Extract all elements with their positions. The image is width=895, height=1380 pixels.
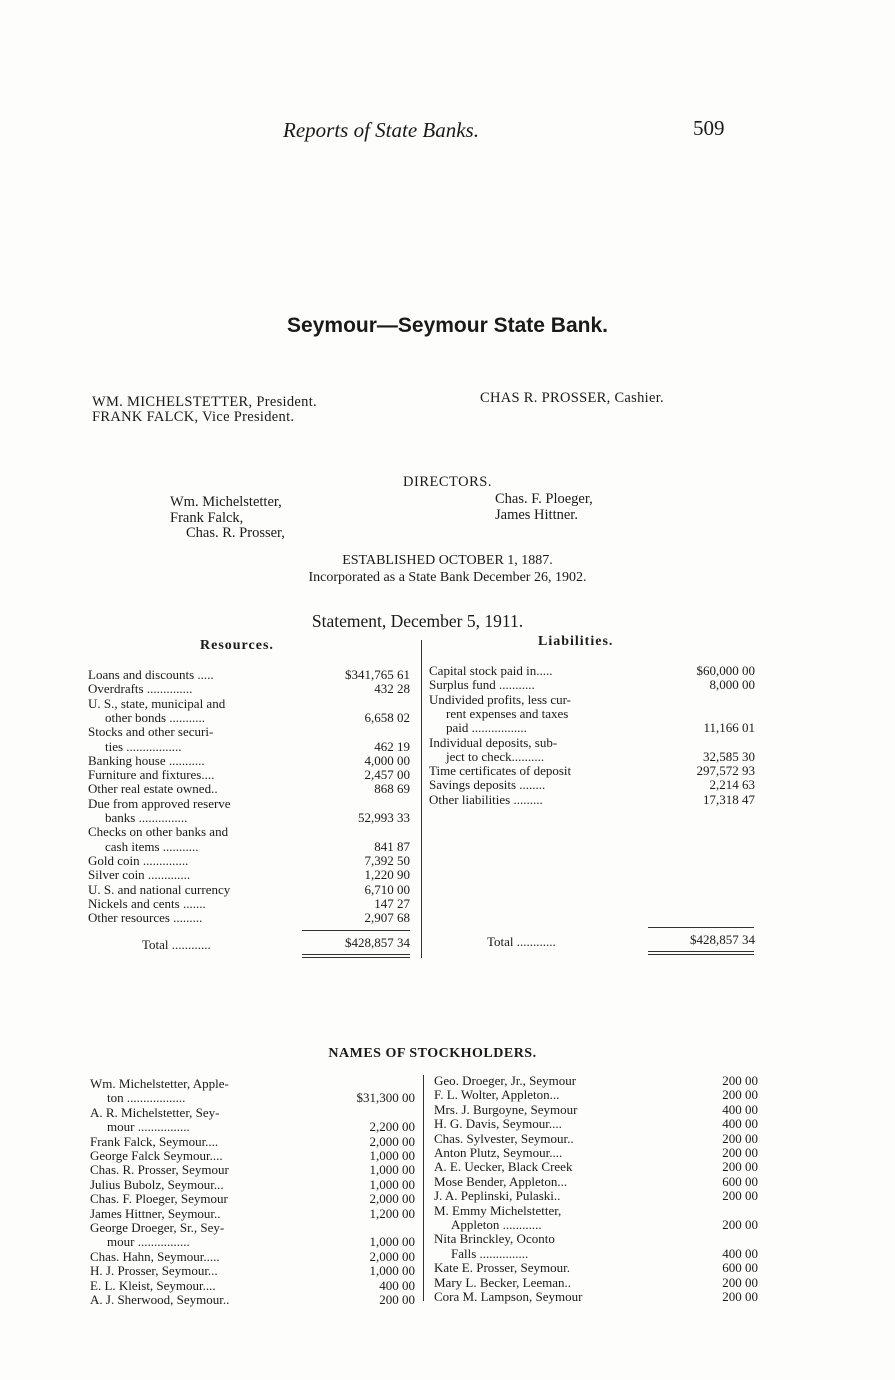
liabilities-total-label: Total ............ xyxy=(487,934,556,949)
resource-row-amount: 868 69 xyxy=(374,781,410,797)
resource-row-amount: 2,907 68 xyxy=(364,910,410,926)
resource-row-amount: $341,765 61 xyxy=(345,667,410,682)
stockholder-row-amount: 200 00 xyxy=(722,1145,758,1160)
incorporated-line: Incorporated as a State Bank December 26, 1902. xyxy=(308,570,587,585)
stockholder-row-label: ton .................. xyxy=(107,1090,186,1106)
stockholder-row-label: A. R. Michelstetter, Sey- xyxy=(90,1104,220,1120)
resource-row-label: Furniture and fixtures.... xyxy=(88,767,215,783)
stockholder-row-label: James Hittner, Seymour.. xyxy=(90,1205,221,1221)
stockholder-row-amount: 400 00 xyxy=(722,1245,758,1261)
stockholder-row-label: F. L. Wolter, Appleton... xyxy=(434,1087,560,1103)
liability-row-amount: 32,585 30 xyxy=(703,748,755,764)
stockholder-row-label: Mrs. J. Burgoyne, Seymour xyxy=(434,1101,578,1117)
stockholder-row-label: Frank Falck, Seymour.... xyxy=(90,1133,219,1149)
stockholder-row-label: mour ................ xyxy=(107,1234,190,1250)
resource-row-amount: 6,658 02 xyxy=(364,709,410,725)
stockholder-row-label: Mose Bender, Appleton... xyxy=(434,1173,568,1189)
stockholders-heading: NAMES OF STOCKHOLDERS. xyxy=(328,1046,537,1061)
resource-row-label: U. S. and national currency xyxy=(88,881,231,897)
liabilities-total-amount: $428,857 34 xyxy=(690,932,755,947)
page-number: 509 xyxy=(693,116,725,140)
stockholder-row-label: Cora M. Lampson, Seymour xyxy=(434,1289,583,1304)
stockholder-row-amount: 2,200 00 xyxy=(369,1119,415,1135)
resources-total-amount: $428,857 34 xyxy=(345,935,410,950)
stockholder-row-amount: 200 00 xyxy=(379,1292,415,1307)
director-name: Chas. R. Prosser, xyxy=(186,525,285,541)
director-name: James Hittner. xyxy=(495,507,578,523)
resources-heading: Resources. xyxy=(200,638,274,653)
stockholder-row-label: Geo. Droeger, Jr., Seymour xyxy=(434,1073,577,1088)
stockholder-row-amount: 1,000 00 xyxy=(369,1162,415,1178)
resources-total-label: Total ............ xyxy=(142,937,211,952)
resource-row-label: Due from approved reserve xyxy=(88,795,231,811)
established-line: ESTABLISHED OCTOBER 1, 1887. xyxy=(342,553,553,568)
resource-row-label: banks ............... xyxy=(105,810,188,825)
liability-row-amount: 297,572 93 xyxy=(696,763,755,779)
stockholder-row-label: Anton Plutz, Seymour.... xyxy=(434,1145,563,1160)
resource-row-amount: 147 27 xyxy=(374,895,410,911)
resource-row-label: Gold coin .............. xyxy=(88,852,189,868)
director-name: Wm. Michelstetter, xyxy=(170,494,282,510)
liability-row-label: Capital stock paid in..... xyxy=(429,663,553,678)
resource-row-label: Checks on other banks and xyxy=(88,824,229,840)
stockholder-row-amount: $31,300 00 xyxy=(356,1090,415,1106)
officer-vice-president: FRANK FALCK, Vice President. xyxy=(92,409,295,425)
liability-row-label: Undivided profits, less cur- xyxy=(429,691,571,707)
stockholder-row-label: Julius Bubolz, Seymour... xyxy=(90,1176,224,1192)
officer-cashier: CHAS R. PROSSER, Cashier. xyxy=(480,390,664,406)
running-header-title: Reports of State Banks. xyxy=(283,118,479,142)
resource-row-amount: 1,220 90 xyxy=(364,867,410,883)
stockholder-row-label: Chas. Sylvester, Seymour.. xyxy=(434,1130,574,1146)
resource-row-label: Nickels and cents ....... xyxy=(88,895,206,911)
stockholder-row-amount: 200 00 xyxy=(722,1130,758,1146)
stockholder-row-label: mour ................ xyxy=(107,1119,190,1135)
stockholder-row-label: Falls ............... xyxy=(451,1245,529,1261)
resource-row-amount: 52,993 33 xyxy=(358,810,410,825)
liability-row-amount: 17,318 47 xyxy=(703,791,755,807)
stockholder-row-label: Kate E. Prosser, Seymour. xyxy=(434,1260,570,1276)
liability-row-label: Other liabilities ......... xyxy=(429,791,543,807)
stockholder-row-amount: 600 00 xyxy=(722,1260,758,1276)
stockholder-row-label: M. Emmy Michelstetter, xyxy=(434,1202,562,1218)
stockholder-row-amount: 2,000 00 xyxy=(369,1248,415,1264)
resource-row-label: ties ................. xyxy=(105,738,182,754)
stockholder-row-amount: 2,000 00 xyxy=(369,1191,415,1207)
stockholder-row-amount: 200 00 xyxy=(722,1087,758,1103)
liability-row-amount: $60,000 00 xyxy=(696,663,755,678)
stockholders-divider xyxy=(423,1075,424,1301)
director-name: Chas. F. Ploeger, xyxy=(495,491,593,507)
stockholder-row-label: Mary L. Becker, Leeman.. xyxy=(434,1274,572,1290)
resource-row-label: U. S., state, municipal and xyxy=(88,695,226,711)
stockholder-row-amount: 600 00 xyxy=(722,1173,758,1189)
directors-heading: DIRECTORS. xyxy=(403,474,492,490)
liability-row-label: paid ................. xyxy=(446,720,527,736)
resources-total-rule xyxy=(302,930,410,931)
stockholder-row-amount: 400 00 xyxy=(722,1116,758,1132)
director-name: Frank Falck, xyxy=(170,510,244,526)
statement-title: Statement, December 5, 1911. xyxy=(311,611,524,631)
stockholder-row-amount: 400 00 xyxy=(722,1101,758,1117)
stockholder-row-amount: 200 00 xyxy=(722,1217,758,1232)
stockholder-row-label: Wm. Michelstetter, Apple- xyxy=(90,1076,229,1091)
liability-row-label: ject to check.......... xyxy=(446,748,545,764)
stockholder-row-label: George Droeger, Sr., Sey- xyxy=(90,1220,225,1235)
stockholder-row-amount: 1,000 00 xyxy=(369,1234,415,1250)
liabilities-total-underline xyxy=(648,954,754,955)
stockholder-row-label: E. L. Kleist, Seymour.... xyxy=(90,1277,216,1293)
resource-row-amount: 462 19 xyxy=(374,738,410,754)
liabilities-heading: Liabilities. xyxy=(538,634,614,649)
liability-row-amount: 2,214 63 xyxy=(709,777,755,793)
resource-row-label: Other resources ......... xyxy=(88,910,203,926)
stockholder-row-amount: 1,000 00 xyxy=(369,1148,415,1163)
stockholder-row-label: Chas. Hahn, Seymour..... xyxy=(90,1248,220,1264)
resource-row-amount: 4,000 00 xyxy=(364,752,410,768)
liability-row-label: Surplus fund ........... xyxy=(429,677,535,693)
stockholder-row-amount: 200 00 xyxy=(722,1274,758,1290)
resource-row-amount: 432 28 xyxy=(374,681,410,697)
liability-row-label: Individual deposits, sub- xyxy=(429,734,558,750)
liability-row-amount: 11,166 01 xyxy=(703,720,755,736)
stockholder-row-label: A. E. Uecker, Black Creek xyxy=(434,1159,573,1175)
stockholder-row-amount: 200 00 xyxy=(722,1073,758,1088)
officer-president: WM. MICHELSTETTER, President. xyxy=(92,394,317,410)
stockholder-row-label: Appleton ............ xyxy=(451,1217,542,1232)
liabilities-total-underline xyxy=(648,951,754,952)
stockholder-row-amount: 1,000 00 xyxy=(369,1176,415,1192)
stockholder-row-amount: 1,000 00 xyxy=(369,1263,415,1279)
stockholder-row-label: J. A. Peplinski, Pulaski.. xyxy=(434,1188,561,1204)
stockholder-row-amount: 1,200 00 xyxy=(369,1205,415,1221)
stockholder-row-amount: 2,000 00 xyxy=(369,1133,415,1149)
stockholder-row-amount: 200 00 xyxy=(722,1188,758,1204)
resource-row-amount: 7,392 50 xyxy=(364,852,410,868)
resource-row-label: cash items ........... xyxy=(105,838,199,854)
stockholder-row-label: Chas. R. Prosser, Seymour xyxy=(90,1162,229,1178)
resource-row-label: Silver coin ............. xyxy=(88,867,191,883)
resource-row-amount: 6,710 00 xyxy=(364,881,410,897)
liability-row-label: Savings deposits ........ xyxy=(429,777,546,793)
column-divider xyxy=(421,640,422,958)
bank-title: Seymour—Seymour State Bank. xyxy=(287,314,608,337)
resource-row-label: Overdrafts .............. xyxy=(88,681,193,697)
stockholder-row-label: H. G. Davis, Seymour.... xyxy=(434,1116,562,1132)
resource-row-label: Other real estate owned.. xyxy=(88,781,218,797)
liabilities-total-rule xyxy=(648,927,754,928)
stockholder-row-label: Chas. F. Ploeger, Seymour xyxy=(90,1191,228,1207)
resource-row-amount: 841 87 xyxy=(374,838,410,854)
resource-row-label: Loans and discounts ..... xyxy=(88,667,214,682)
stockholder-row-amount: 200 00 xyxy=(722,1159,758,1175)
stockholder-row-amount: 200 00 xyxy=(722,1289,758,1304)
stockholder-row-amount: 400 00 xyxy=(379,1277,415,1293)
resource-row-label: Banking house ........... xyxy=(88,752,205,768)
stockholder-row-label: George Falck Seymour.... xyxy=(90,1148,223,1163)
resource-row-label: Stocks and other securi- xyxy=(88,724,214,740)
resource-row-amount: 2,457 00 xyxy=(364,767,410,783)
stockholder-row-label: A. J. Sherwood, Seymour.. xyxy=(90,1292,230,1307)
resources-total-underline xyxy=(302,954,410,955)
liability-row-label: rent expenses and taxes xyxy=(446,705,569,721)
liability-row-label: Time certificates of deposit xyxy=(429,763,572,779)
resources-total-underline xyxy=(302,957,410,958)
stockholder-row-label: Nita Brinckley, Oconto xyxy=(434,1231,555,1247)
liability-row-amount: 8,000 00 xyxy=(709,677,755,693)
resource-row-label: other bonds ........... xyxy=(105,709,206,725)
stockholder-row-label: H. J. Prosser, Seymour... xyxy=(90,1263,218,1279)
